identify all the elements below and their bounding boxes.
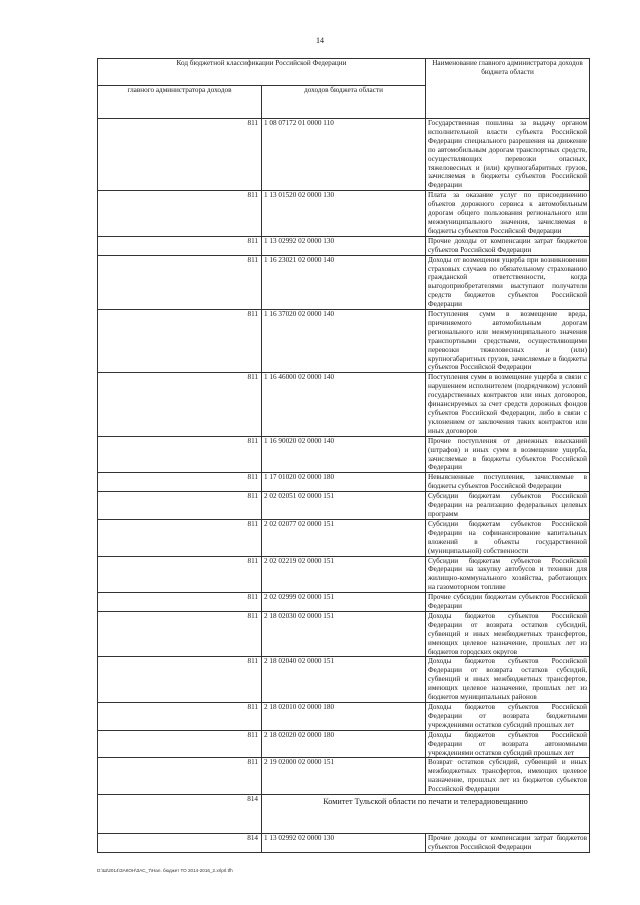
admin-code-cell: 811: [98, 703, 262, 731]
admin-code-cell: 811: [98, 657, 262, 703]
revenue-name-cell: Возврат остатков субсидий, субвенций и иных межбюджетных трансфертов, имеющих целевое назначение, прошлых лет из бюджетов субъектов Российской Федерации: [426, 758, 590, 795]
admin-code-cell: 814: [98, 795, 262, 834]
revenue-code-cell: 2 18 02010 02 0000 180: [262, 703, 426, 731]
name-header-cell: Наименование главного администратора доходов бюджета области: [426, 59, 590, 119]
table-row: [98, 758, 590, 795]
admin-code-cell: 811: [98, 519, 262, 556]
table-row: [98, 611, 590, 657]
table-row: [98, 310, 590, 373]
revenue-code-cell: 1 17 01020 02 0000 180: [262, 473, 426, 492]
table-row: [98, 703, 590, 731]
admin-code-cell: 811: [98, 730, 262, 758]
admin-code-cell: 811: [98, 255, 262, 309]
revenue-name-cell: Прочие доходы от компенсации затрат бюджетов субъектов Российской Федерации: [426, 834, 590, 853]
revenue-code-cell: 1 16 37020 02 0000 140: [262, 310, 426, 373]
section-row: [98, 795, 590, 834]
admin-code-cell: 811: [98, 492, 262, 520]
revenue-code-cell: 2 02 02051 02 0000 151: [262, 492, 426, 520]
table-row: [98, 373, 590, 436]
revenue-admin-table: [97, 58, 590, 853]
table-row: [98, 236, 590, 255]
revenue-code-cell: 2 02 02077 02 0000 151: [262, 519, 426, 556]
table-row: [98, 255, 590, 309]
table-row: [98, 473, 590, 492]
admin-code-cell: 811: [98, 191, 262, 237]
revenue-name-cell: Прочие доходы от компенсации затрат бюджетов субъектов Российской Федерации: [426, 236, 590, 255]
admin-code-cell: 811: [98, 310, 262, 373]
revenue-code-cell: 1 13 01520 02 0000 130: [262, 191, 426, 237]
revenue-code-header-cell: доходов бюджета области: [262, 86, 426, 119]
revenue-name-cell: Прочие поступления от денежных взысканий (штрафов) и иных сумм в возмещение ущерба, зачисляемые в бюджеты субъектов Российской Федерации: [426, 436, 590, 473]
admin-code-cell: 811: [98, 611, 262, 657]
admin-code-cell: 811: [98, 373, 262, 436]
revenue-code-cell: 1 13 02992 02 0000 130: [262, 834, 426, 853]
revenue-code-cell: 1 13 02992 02 0000 130: [262, 236, 426, 255]
revenue-name-cell: Прочие субсидии бюджетам субъектов Российской Федерации: [426, 593, 590, 612]
table-row: [98, 191, 590, 237]
revenue-code-cell: 2 18 02030 02 0000 151: [262, 611, 426, 657]
revenue-code-cell: 1 16 46000 02 0000 140: [262, 373, 426, 436]
table-row: [98, 730, 590, 758]
revenue-name-cell: Субсидии бюджетам субъектов Российской Федерации на софинансирование капитальных вложений в объекты государственной (муниципальной) собственности: [426, 519, 590, 556]
kbk-header-cell: Код бюджетной классификации Российской Федерации: [98, 59, 426, 86]
revenue-code-cell: 1 16 23021 02 0000 140: [262, 255, 426, 309]
revenue-name-cell: Доходы бюджетов субъектов Российской Федерации от возврата автономными учреждениями остатков субсидий прошлых лет: [426, 730, 590, 758]
admin-code-cell: 811: [98, 473, 262, 492]
revenue-code-cell: 1 08 07172 01 0000 110: [262, 119, 426, 191]
revenue-name-cell: Доходы бюджетов субъектов Российской Федерации от возврата остатков субсидий, субвенций и иных межбюджетных трансфертов, имеющих целевое назначение, прошлых лет из бюджетов муниципальных районов: [426, 657, 590, 703]
table-row: [98, 657, 590, 703]
admin-code-cell: 811: [98, 758, 262, 795]
table-row: [98, 436, 590, 473]
section-title-cell: Комитет Тульской области по печати и телерадиовещанию: [262, 795, 590, 834]
revenue-name-cell: Невыясненные поступления, зачисляемые в бюджеты субъектов Российской Федерации: [426, 473, 590, 492]
revenue-code-cell: 2 02 02219 02 0000 151: [262, 556, 426, 593]
file-path-footer: D:\Ш\2014\ЗАКОН\ЗАС_7\Нал. бюджет ТО 2014-2016_2.xrlprl.tfh: [97, 868, 233, 873]
table-row: [98, 519, 590, 556]
revenue-name-cell: Государственная пошлина за выдачу органом исполнительной власти субъекта Российской Федерации специального разрешения на движение по автомобильным дорогам транспортных средств, осуществляющих перевозки опасных, тяжеловесных и (или) крупногабаритных грузов, зачисляемая в бюджеты субъектов Российской Федерации: [426, 119, 590, 191]
revenue-code-cell: 2 02 02999 02 0000 151: [262, 593, 426, 612]
revenue-code-cell: 2 18 02020 02 0000 180: [262, 730, 426, 758]
revenue-name-cell: Субсидии бюджетам субъектов Российской Федерации на реализацию федеральных целевых программ: [426, 492, 590, 520]
table-row: [98, 119, 590, 191]
revenue-name-cell: Плата за оказание услуг по присоединению объектов дорожного сервиса к автомобильным дорогам общего пользования регионального или межмуниципального значения, зачисляемая в бюджеты субъектов Российской Федерации: [426, 191, 590, 237]
admin-code-cell: 814: [98, 834, 262, 853]
revenue-name-cell: Доходы от возмещения ущерба при возникновении страховых случаев по обязательному страхованию гражданской ответственности, когда выгодоприобретателями выступают получатели средств бюджетов субъектов Российской Федерации: [426, 255, 590, 309]
table-row: [98, 593, 590, 612]
table-row: [98, 834, 590, 853]
admin-code-cell: 811: [98, 556, 262, 593]
revenue-name-cell: Доходы бюджетов субъектов Российской Федерации от возврата бюджетными учреждениями остатков субсидий прошлых лет: [426, 703, 590, 731]
revenue-name-cell: Субсидии бюджетам субъектов Российской Федерации на закупку автобусов и техники для жилищно-коммунального хозяйства, работающих на газомоторном топливе: [426, 556, 590, 593]
admin-code-cell: 811: [98, 236, 262, 255]
revenue-name-cell: Доходы бюджетов субъектов Российской Федерации от возврата остатков субсидий, субвенций и иных межбюджетных трансфертов, имеющих целевое назначение, прошлых лет из бюджетов городских округов: [426, 611, 590, 657]
revenue-code-cell: 1 16 90020 02 0000 140: [262, 436, 426, 473]
revenue-code-cell: 2 19 02000 02 0000 151: [262, 758, 426, 795]
admin-code-cell: 811: [98, 119, 262, 191]
page-number: 14: [316, 36, 324, 45]
admin-code-cell: 811: [98, 436, 262, 473]
revenue-name-cell: Поступления сумм в возмещение вреда, причиняемого автомобильным дорогам регионального или межмуниципального значения транспортными средствами, осуществляющими перевозки тяжеловесных и (или) крупногабаритных грузов, зачисляемые в бюджеты субъектов Российской Федерации: [426, 310, 590, 373]
table-header-row: [98, 59, 590, 86]
admin-code-cell: 811: [98, 593, 262, 612]
revenue-code-cell: 2 18 02040 02 0000 151: [262, 657, 426, 703]
table-row: [98, 492, 590, 520]
table-row: [98, 556, 590, 593]
revenue-name-cell: Поступления сумм в возмещение ущерба в связи с нарушением исполнителем (подрядчиком) условий государственных контрактов или иных договоров, финансируемых за счет средств дорожных фондов субъектов Российской Федерации, либо в связи с уклонением от заключения таких контрактов или иных договоров: [426, 373, 590, 436]
admin-header-cell: главного администратора доходов: [98, 86, 262, 119]
